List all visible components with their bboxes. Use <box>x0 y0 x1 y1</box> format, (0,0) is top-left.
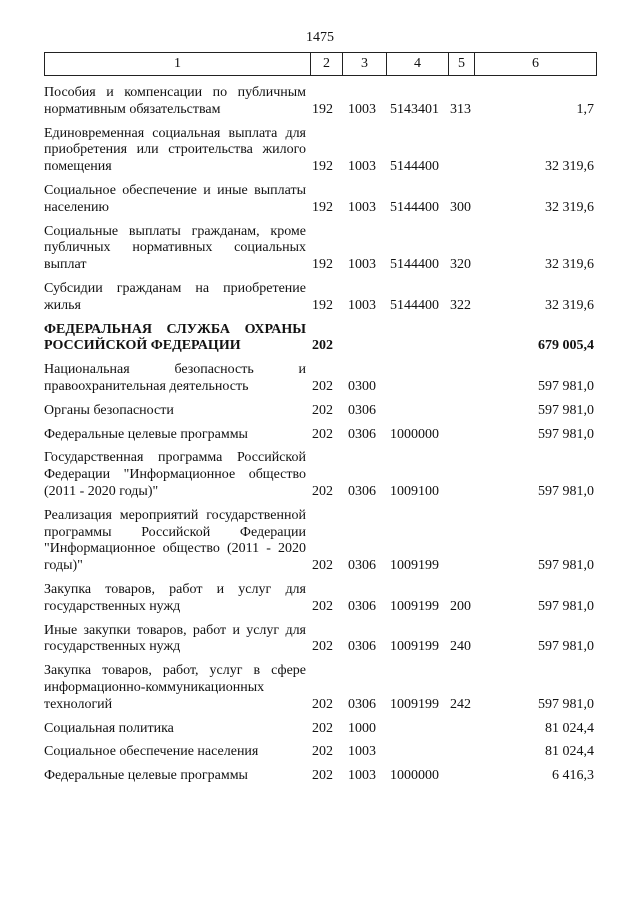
row-amount: 597 981,0 <box>538 402 594 418</box>
row-expense-type-code: 322 <box>450 297 471 313</box>
row-target-article-code <box>386 741 448 765</box>
column-header-ministry: 2 <box>311 53 343 76</box>
row-target-article-code: 1009199 <box>390 558 439 574</box>
row-ministry-code: 192 <box>312 199 333 215</box>
row-name: Государственная программа Российской Федерации "Информационное общество (2011 - 2020 годы)" <box>44 450 306 499</box>
row-expense-type-code: 200 <box>450 598 471 614</box>
row-section-code: 0306 <box>348 598 376 614</box>
row-target-article-code: 1000000 <box>390 426 439 442</box>
column-header-amount: 6 <box>475 53 597 76</box>
column-header-expense-type: 5 <box>449 53 475 76</box>
row-amount: 6 416,3 <box>552 768 594 784</box>
row-amount: 1,7 <box>576 101 594 117</box>
row-section-code: 0306 <box>348 483 376 499</box>
row-section-code: 0306 <box>348 696 376 712</box>
row-ministry-code: 202 <box>312 378 333 394</box>
row-name: Иные закупки товаров, работ и услуг для государственных нужд <box>44 622 306 655</box>
row-expense-type-code <box>448 505 474 579</box>
row-amount: 597 981,0 <box>538 639 594 655</box>
table-row <box>44 765 596 789</box>
table-row <box>44 447 596 504</box>
row-name: Федеральные целевые программы <box>44 426 248 442</box>
table-row <box>44 221 596 278</box>
row-ministry-code: 192 <box>312 101 333 117</box>
table-row <box>44 123 596 180</box>
row-section-code: 1003 <box>348 101 376 117</box>
row-amount: 597 981,0 <box>538 598 594 614</box>
row-ministry-code: 192 <box>312 297 333 313</box>
row-section-code: 0306 <box>348 426 376 442</box>
row-expense-type-code: 300 <box>450 199 471 215</box>
row-expense-type-code: 313 <box>450 101 471 117</box>
table-row <box>44 505 596 579</box>
row-target-article-code: 1000000 <box>390 768 439 784</box>
column-header-table <box>44 52 597 76</box>
row-ministry-code: 202 <box>312 426 333 442</box>
row-expense-type-code <box>448 741 474 765</box>
row-ministry-code: 202 <box>312 639 333 655</box>
row-name: Закупка товаров, работ, услуг в сфере информационно-коммуникационных технологий <box>44 663 306 712</box>
row-expense-type-code: 242 <box>450 696 471 712</box>
row-section-code <box>342 319 386 360</box>
row-ministry-code: 202 <box>312 696 333 712</box>
row-expense-type-code: 240 <box>450 639 471 655</box>
row-target-article-code <box>386 319 448 360</box>
row-amount: 597 981,0 <box>538 558 594 574</box>
budget-table <box>44 82 596 789</box>
column-header-name: 1 <box>45 53 311 76</box>
row-ministry-code: 202 <box>312 598 333 614</box>
row-ministry-code: 202 <box>312 768 333 784</box>
row-name: Федеральные целевые программы <box>44 768 248 784</box>
row-target-article-code <box>386 359 448 400</box>
row-name: Социальные выплаты гражданам, кроме публичных нормативных социальных выплат <box>44 223 306 273</box>
row-expense-type-code <box>448 447 474 504</box>
table-row <box>44 660 596 717</box>
row-section-code: 1003 <box>348 297 376 313</box>
row-amount: 32 319,6 <box>545 257 594 273</box>
row-ministry-code: 202 <box>312 558 333 574</box>
table-row <box>44 278 596 319</box>
row-ministry-code: 202 <box>312 402 333 418</box>
row-ministry-code: 192 <box>312 257 333 273</box>
table-row <box>44 579 596 620</box>
row-amount: 32 319,6 <box>545 297 594 313</box>
table-row <box>44 741 596 765</box>
row-target-article-code: 1009100 <box>390 483 439 499</box>
row-name: Субсидии гражданам на приобретение жилья <box>44 280 306 313</box>
row-amount: 597 981,0 <box>538 696 594 712</box>
table-row <box>44 359 596 400</box>
row-section-code: 0300 <box>348 378 376 394</box>
row-section-code: 1003 <box>348 744 376 760</box>
row-section-code: 1003 <box>348 199 376 215</box>
row-expense-type-code <box>448 123 474 180</box>
row-name: Пособия и компенсации по публичным нормативным обязательствам <box>44 85 306 117</box>
row-ministry-code: 202 <box>312 483 333 499</box>
row-name: ФЕДЕРАЛЬНАЯ СЛУЖБА ОХРАНЫ РОССИЙСКОЙ ФЕДЕРАЦИИ <box>44 321 306 354</box>
row-target-article-code: 5143401 <box>390 101 439 117</box>
row-ministry-code: 202 <box>312 720 333 736</box>
table-row <box>44 82 596 123</box>
row-expense-type-code <box>448 424 474 448</box>
column-header-row <box>45 53 597 76</box>
row-target-article-code: 5144400 <box>390 199 439 215</box>
row-ministry-code: 202 <box>312 744 333 760</box>
row-name: Закупка товаров, работ и услуг для государственных нужд <box>44 581 306 614</box>
table-row <box>44 400 596 424</box>
row-section-code: 1000 <box>348 720 376 736</box>
row-amount: 679 005,4 <box>538 338 594 354</box>
row-section-code: 1003 <box>348 159 376 175</box>
row-name: Социальная политика <box>44 720 174 736</box>
row-target-article-code: 1009199 <box>390 696 439 712</box>
row-amount: 597 981,0 <box>538 426 594 442</box>
row-amount: 32 319,6 <box>545 199 594 215</box>
row-target-article-code: 5144400 <box>390 257 439 273</box>
row-section-code: 0306 <box>348 402 376 418</box>
row-target-article-code <box>386 718 448 742</box>
row-target-article-code: 5144400 <box>390 159 439 175</box>
row-expense-type-code <box>448 359 474 400</box>
budget-table-body <box>44 82 596 789</box>
row-expense-type-code <box>448 718 474 742</box>
table-row <box>44 180 596 221</box>
row-section-code: 1003 <box>348 257 376 273</box>
row-amount: 81 024,4 <box>545 744 594 760</box>
row-name: Реализация мероприятий государственной программы Российской Федерации "Информационное общество (2011 - 2020 годы)" <box>44 507 306 574</box>
table-row <box>44 620 596 661</box>
row-section-code: 0306 <box>348 558 376 574</box>
row-section-code: 1003 <box>348 768 376 784</box>
page-number: 1475 <box>306 30 334 45</box>
row-amount: 597 981,0 <box>538 483 594 499</box>
table-row <box>44 718 596 742</box>
row-name: Единовременная социальная выплата для приобретения или строительства жилого помещения <box>44 125 306 175</box>
row-target-article-code: 1009199 <box>390 598 439 614</box>
row-amount: 32 319,6 <box>545 159 594 175</box>
row-expense-type-code <box>448 765 474 789</box>
row-expense-type-code <box>448 319 474 360</box>
column-header-target-article: 4 <box>387 53 449 76</box>
row-expense-type-code: 320 <box>450 257 471 273</box>
row-target-article-code: 5144400 <box>390 297 439 313</box>
table-row <box>44 319 596 360</box>
row-ministry-code: 192 <box>312 159 333 175</box>
row-name: Национальная безопасность и правоохранительная деятельность <box>44 362 306 394</box>
table-row <box>44 424 596 448</box>
row-target-article-code <box>386 400 448 424</box>
row-section-code: 0306 <box>348 639 376 655</box>
row-amount: 597 981,0 <box>538 378 594 394</box>
column-header-section: 3 <box>343 53 387 76</box>
row-amount: 81 024,4 <box>545 720 594 736</box>
row-target-article-code: 1009199 <box>390 639 439 655</box>
row-expense-type-code <box>448 400 474 424</box>
row-name: Социальное обеспечение населения <box>44 744 259 760</box>
row-name: Социальное обеспечение и иные выплаты населению <box>44 182 306 215</box>
row-ministry-code: 202 <box>312 338 333 354</box>
row-name: Органы безопасности <box>44 402 174 418</box>
